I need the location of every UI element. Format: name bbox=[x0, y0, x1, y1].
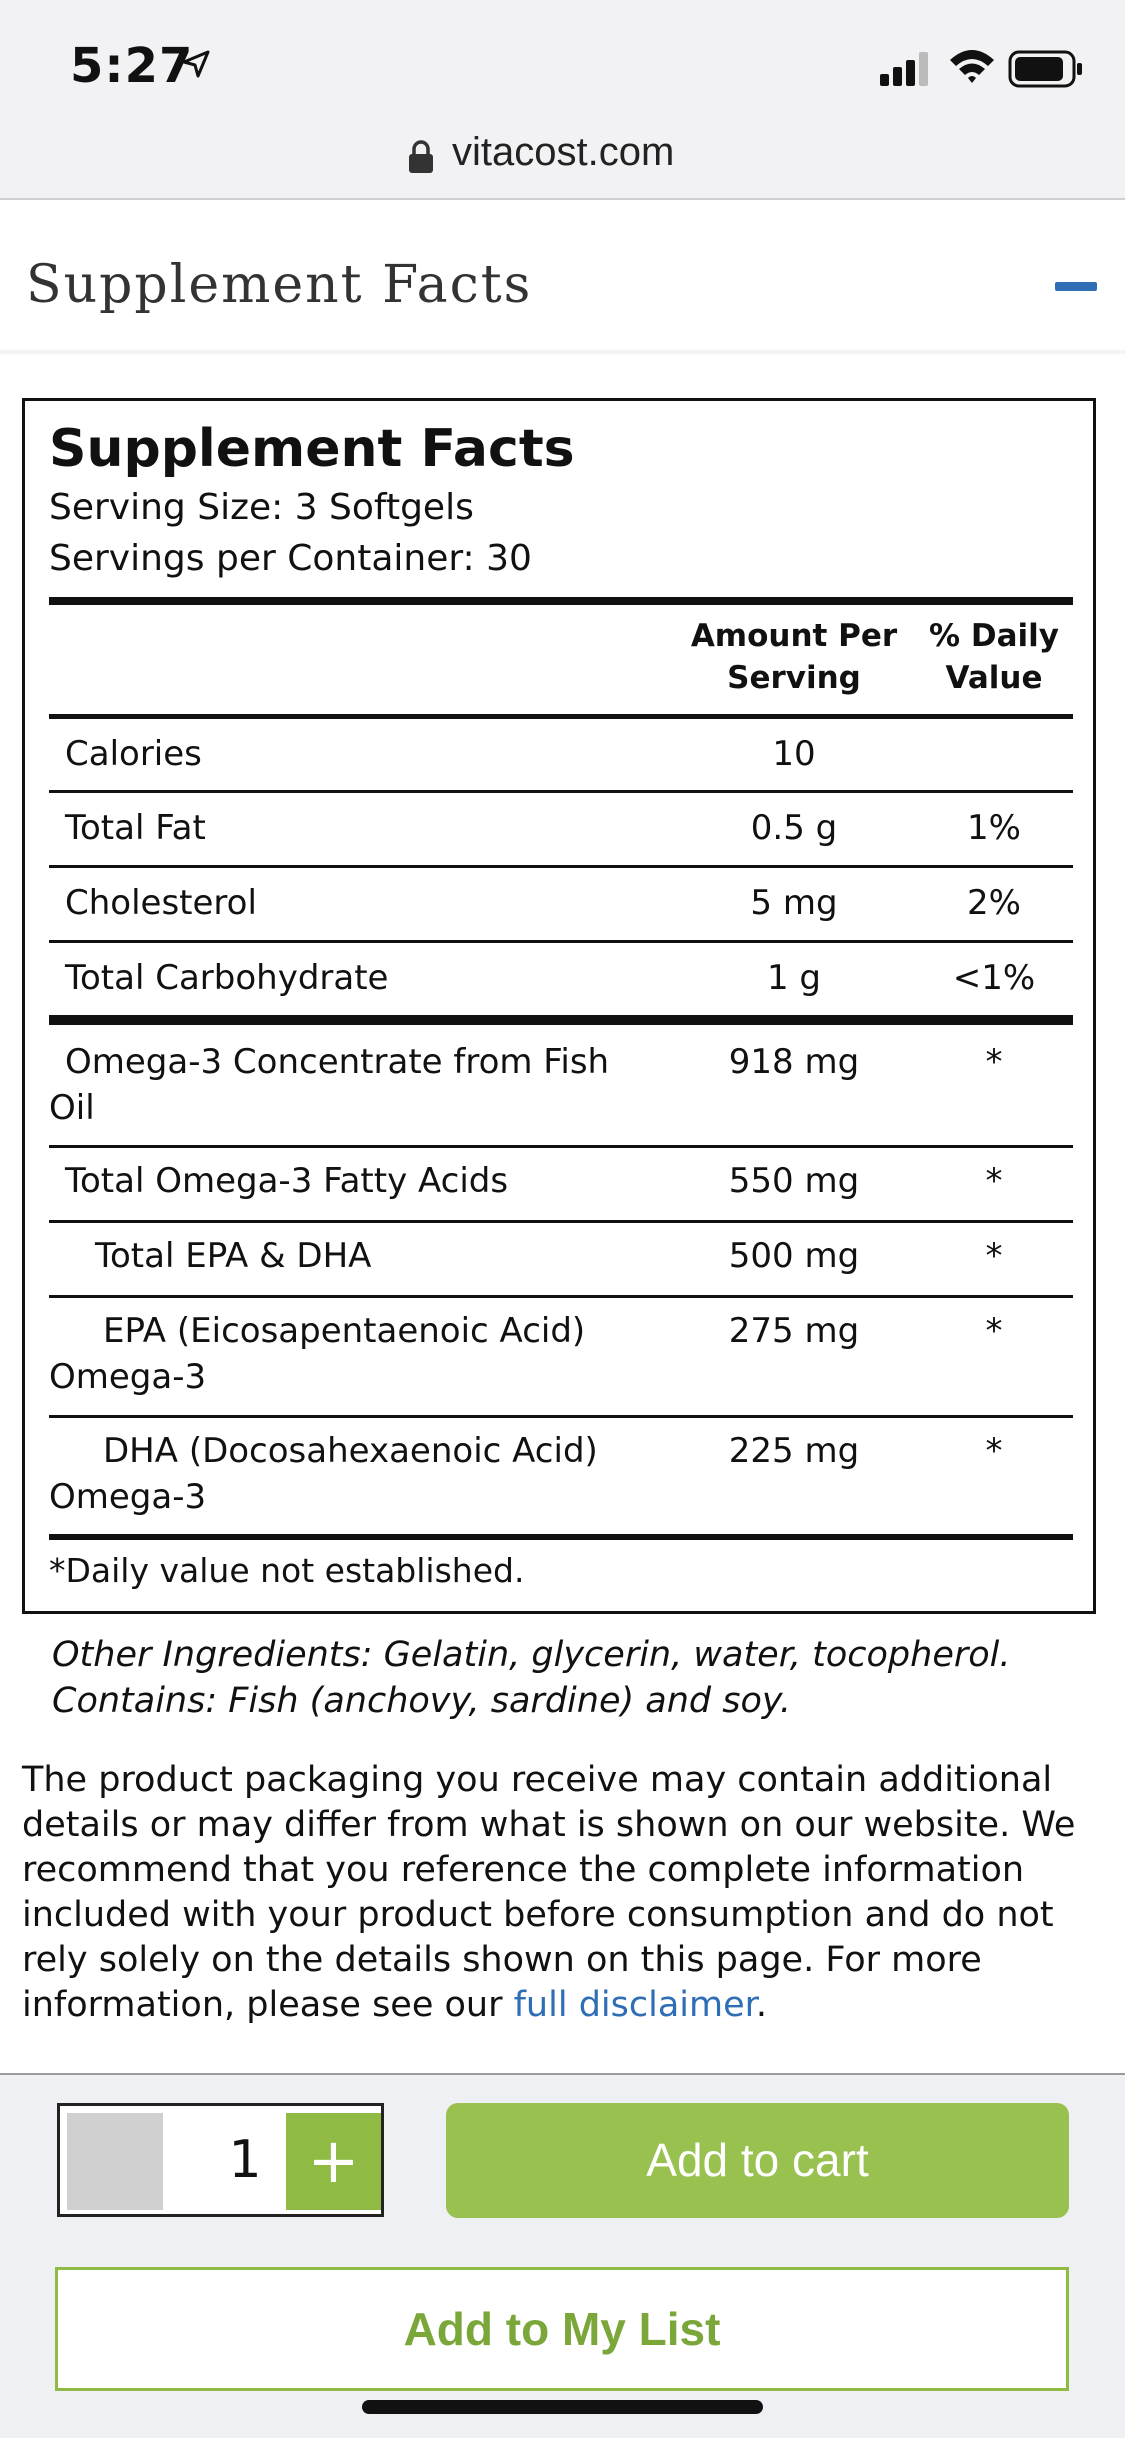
row-amount: 5 mg bbox=[750, 883, 838, 923]
table-row bbox=[49, 955, 1073, 1015]
table-row bbox=[49, 1039, 1073, 1139]
supplement-facts-panel bbox=[22, 398, 1096, 1614]
thick-rule bbox=[49, 1534, 1073, 1540]
dv-header-line1: % Daily bbox=[929, 618, 1059, 654]
packaging-disclaimer bbox=[22, 1758, 1112, 2028]
amount-header-line1: Amount Per bbox=[690, 618, 898, 654]
quantity-value[interactable]: 1 bbox=[228, 2130, 262, 2190]
collapse-minus-icon[interactable] bbox=[1055, 282, 1097, 291]
quantity-decrease-button[interactable] bbox=[67, 2113, 163, 2210]
allergen-line: Contains: Fish (anchovy, sardine) and soy. bbox=[52, 1681, 791, 1721]
row-amount: 0.5 g bbox=[750, 808, 838, 848]
row-amount: 550 mg bbox=[728, 1161, 860, 1201]
row-rule bbox=[49, 1415, 1073, 1418]
row-amount: 500 mg bbox=[728, 1236, 860, 1276]
battery-icon bbox=[1008, 50, 1084, 88]
row-rule bbox=[49, 790, 1073, 793]
row-dv: <1% bbox=[952, 958, 1036, 998]
row-label-cont: Omega-3 bbox=[49, 1357, 207, 1397]
row-rule bbox=[49, 865, 1073, 868]
table-row bbox=[49, 1308, 1073, 1408]
disclaimer-period: . bbox=[755, 1985, 767, 2025]
status-bar bbox=[0, 0, 1125, 174]
other-ingredients bbox=[52, 1632, 1092, 1724]
row-amount: 275 mg bbox=[728, 1311, 860, 1351]
row-label: EPA (Eicosapentaenoic Acid) bbox=[103, 1311, 586, 1351]
daily-value-footnote: *Daily value not established. bbox=[49, 1551, 525, 1590]
row-label: Total Carbohydrate bbox=[65, 958, 389, 998]
url-text[interactable]: vitacost.com bbox=[452, 130, 675, 174]
row-label-cont: Oil bbox=[49, 1088, 95, 1128]
row-amount: 10 bbox=[772, 734, 816, 774]
quantity-increase-button[interactable]: + bbox=[286, 2113, 381, 2210]
row-dv: * bbox=[985, 1311, 1003, 1351]
table-row bbox=[49, 880, 1073, 940]
cellular-signal-icon bbox=[880, 52, 932, 86]
row-label-cont: Omega-3 bbox=[49, 1477, 207, 1517]
address-bar[interactable] bbox=[0, 120, 1125, 200]
row-label: Calories bbox=[65, 734, 202, 774]
home-indicator[interactable] bbox=[362, 2400, 763, 2414]
facts-title: Supplement Facts bbox=[49, 419, 575, 479]
row-rule bbox=[49, 1145, 1073, 1148]
row-label: Total Omega-3 Fatty Acids bbox=[65, 1161, 509, 1201]
row-rule bbox=[49, 1220, 1073, 1223]
other-ingredients-line1: Other Ingredients: Gelatin, glycerin, water, tocopherol. bbox=[52, 1635, 1011, 1675]
table-row bbox=[49, 1428, 1073, 1528]
row-dv: * bbox=[985, 1236, 1003, 1276]
amount-per-serving-header bbox=[689, 615, 899, 699]
row-label: Total EPA & DHA bbox=[95, 1236, 372, 1276]
row-label: Cholesterol bbox=[65, 883, 257, 923]
wifi-icon bbox=[948, 46, 996, 86]
header-rule bbox=[49, 714, 1073, 719]
location-arrow-icon bbox=[180, 48, 212, 80]
lock-icon bbox=[408, 140, 434, 174]
row-rule bbox=[49, 940, 1073, 943]
thick-rule bbox=[49, 1015, 1073, 1025]
thick-rule bbox=[49, 597, 1073, 605]
row-dv: 2% bbox=[967, 883, 1021, 923]
quantity-stepper[interactable] bbox=[57, 2103, 384, 2217]
amount-header-line2: Serving bbox=[727, 660, 861, 696]
row-dv: * bbox=[985, 1042, 1003, 1082]
add-to-cart-button[interactable]: Add to cart bbox=[446, 2103, 1069, 2218]
daily-value-header bbox=[929, 615, 1059, 699]
servings-per-container: Servings per Container: 30 bbox=[49, 538, 532, 579]
status-time: 5:27 bbox=[70, 38, 194, 94]
add-to-my-list-button[interactable]: Add to My List bbox=[55, 2267, 1069, 2391]
row-dv: 1% bbox=[967, 808, 1021, 848]
row-dv: * bbox=[985, 1431, 1003, 1471]
row-dv: * bbox=[985, 1161, 1003, 1201]
row-rule bbox=[49, 1295, 1073, 1298]
table-row bbox=[49, 805, 1073, 865]
section-title: Supplement Facts bbox=[26, 255, 533, 315]
dv-header-line2: Value bbox=[945, 660, 1043, 696]
disclaimer-text: The product packaging you receive may contain additional details or may differ from what is shown on our website. We recommend that you reference the complete information included with your product before consumption and do not rely solely on the details shown on this page. For more information, please see our bbox=[22, 1760, 1076, 2025]
row-amount: 1 g bbox=[766, 958, 822, 998]
section-divider bbox=[0, 350, 1125, 354]
row-amount: 225 mg bbox=[728, 1431, 860, 1471]
row-label: DHA (Docosahexaenoic Acid) bbox=[103, 1431, 598, 1471]
row-label: Total Fat bbox=[65, 808, 206, 848]
row-label: Omega-3 Concentrate from Fish bbox=[65, 1042, 610, 1082]
row-amount: 918 mg bbox=[728, 1042, 860, 1082]
table-row bbox=[49, 1158, 1073, 1218]
table-row bbox=[49, 1233, 1073, 1293]
full-disclaimer-link[interactable]: full disclaimer bbox=[513, 1985, 756, 2025]
serving-size: Serving Size: 3 Softgels bbox=[49, 487, 474, 528]
table-row bbox=[49, 731, 1073, 791]
